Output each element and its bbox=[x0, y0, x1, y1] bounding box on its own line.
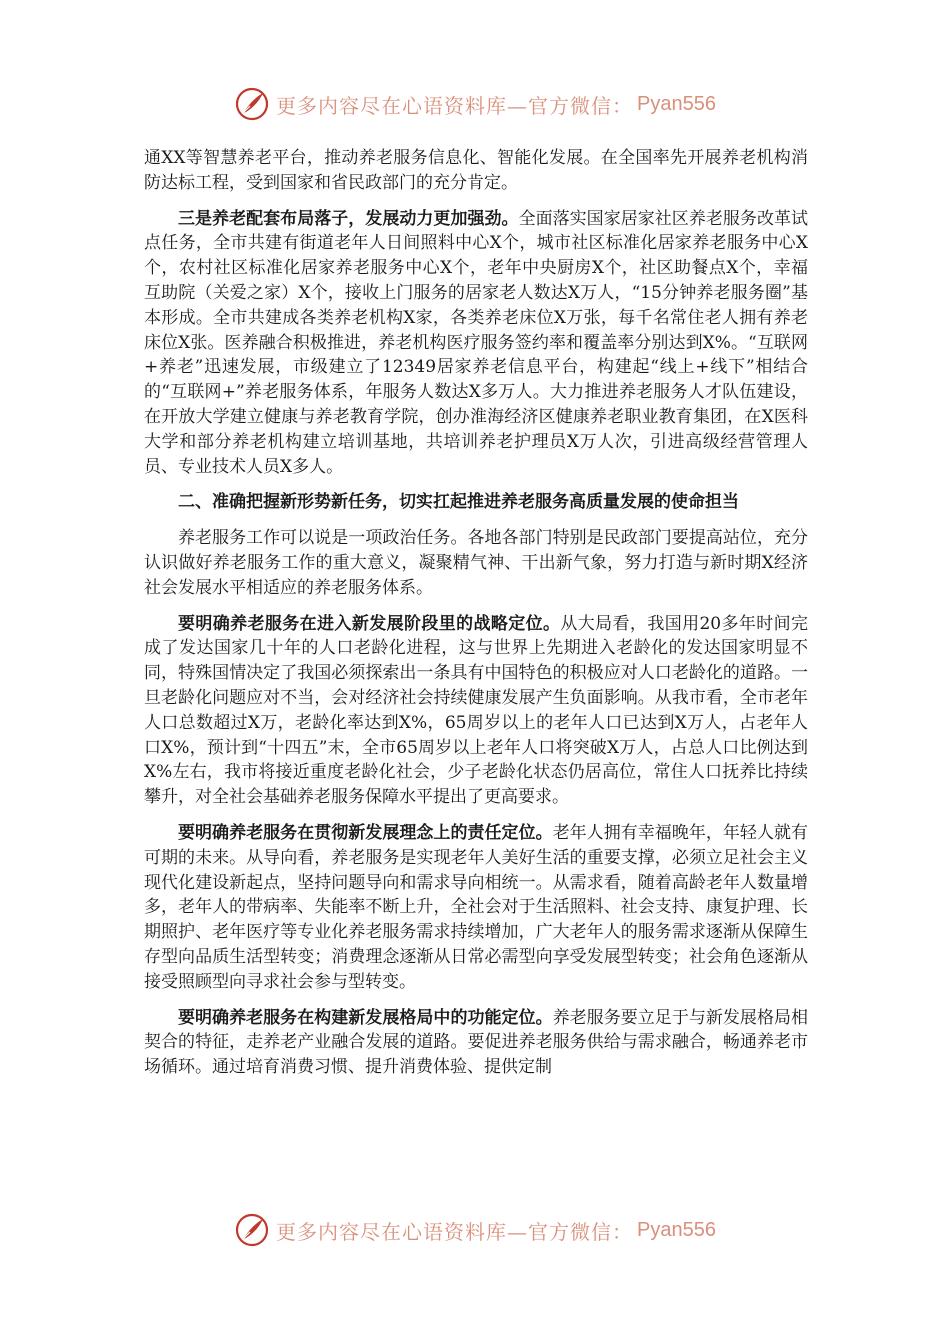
paragraph-lead: 三是养老配套布局落子，发展动力更加强劲。 bbox=[178, 208, 519, 229]
paragraph-responsibility-position bbox=[144, 821, 808, 995]
paragraph-lead: 要明确养老服务在构建新发展格局中的功能定位。 bbox=[178, 1007, 553, 1028]
paragraph-lead: 要明确养老服务在进入新发展阶段里的战略定位。 bbox=[178, 613, 561, 634]
paragraph-continuation bbox=[144, 146, 808, 196]
paragraph-text: 全面落实国家居家社区养老服务改革试点任务，全市共建有街道老年人日间照料中心X个，城市社区标准化居家养老服务中心X个，农村社区标准化居家养老服务中心X个，老年中央厨房X个，社区助餐点X个，幸福互助院（关爱之家）X个，接收上门服务的居家老人数达X万人，“15分钟养老服务圈”基本形成。全市共建成各类养老机构X家，各类养老床位X万张，每千名常住老人拥有养老床位X张。医养融合积极推进，养老机构医疗服务签约率和覆盖率分别达到X%。“互联网+养老”迅速发展，市级建立了12349居家养老信息平台，构建起“线上+线下”相结合的“互联网+”养老服务体系，年服务人数达X多万人。大力推进养老服务人才队伍建设，在开放大学建立健康与养老教育学院，创办淮海经济区健康养老职业教育集团，在X医科大学和部分养老机构建立培训基地，共培训养老护理员X万人次，引进高级经营管理人员、专业技术人员X多人。 bbox=[144, 208, 809, 477]
paragraph-text: 通XX等智慧养老平台，推动养老服务信息化、智能化发展。在全国率先开展养老机构消防达标工程，受到国家和省民政部门的充分肯定。 bbox=[144, 148, 808, 193]
paragraph-lead: 要明确养老服务在贯彻新发展理念上的责任定位。 bbox=[178, 822, 553, 843]
paragraph-text: 养老服务工作可以说是一项政治任务。各地各部门特别是民政部门要提高站位，充分认识做好养老服务工作的重大意义，凝聚精气神、干出新气象，努力打造与新时期X经济社会发展水平相适应的养老服务体系。 bbox=[144, 528, 808, 598]
section-heading: 二、准确把握新形势新任务，切实扛起推进养老服务高质量发展的使命担当 bbox=[178, 492, 739, 513]
wechat-id: Pyan556 bbox=[637, 1218, 716, 1241]
paragraph-function-position bbox=[144, 1006, 808, 1080]
footer-banner bbox=[0, 1208, 950, 1252]
wechat-id: Pyan556 bbox=[637, 92, 716, 115]
quill-pen-logo-icon bbox=[234, 1212, 270, 1248]
banner-text: 更多内容尽在心语资料库—官方微信： bbox=[276, 1219, 634, 1244]
paragraph-third-point bbox=[144, 207, 808, 480]
banner-text: 更多内容尽在心语资料库—官方微信： bbox=[276, 93, 634, 118]
quill-pen-logo-icon bbox=[234, 86, 270, 122]
paragraph-intro bbox=[144, 526, 808, 600]
document-body bbox=[144, 146, 808, 1091]
paragraph-text: 养老服务要立足于与新发展格局相契合的特征，走养老产业融合发展的道路。要促进养老服务供给与需求融合，畅通养老市场循环。通过培育消费习惯、提升消费体验、提供定制 bbox=[144, 1007, 809, 1078]
paragraph-strategic-position bbox=[144, 612, 808, 810]
paragraph-text: 从大局看，我国用20多年时间完成了发达国家几十年的人口老龄化进程，这与世界上先期进入老龄化的发达国家明显不同，特殊国情决定了我国必须探索出一条具有中国特色的积极应对人口老龄化的道路。一旦老龄化问题应对不当，会对经济社会持续健康发展产生负面影响。从我市看，全市老年人口总数超过X万，老龄化率达到X%，65周岁以上的老年人口已达到X万人，占老年人口X%，预计到“十四五”末，全市65周岁以上老年人口将突破X万人，占总人口比例达到X%左右，我市将接近重度老龄化社会，少子老龄化状态仍居高位，常住人口抚养比持续攀升，对全社会基础养老服务保障水平提出了更高要求。 bbox=[144, 613, 808, 808]
paragraph-text: 老年人拥有幸福晚年，年轻人就有可期的未来。从导向看，养老服务是实现老年人美好生活的重要支撑，必须立足社会主义现代化建设新起点，坚持问题导向和需求导向相统一。从需求看，随着高龄老年人数量增多，老年人的带病率、失能率不断上升，全社会对于生活照料、社会支持、康复护理、长期照护、老年医疗等专业化养老服务需求持续增加，广大老年人的服务需求逐渐从保障生存型向品质生活型转变；消费理念逐渐从日常必需型向享受发展型转变；社会角色逐渐从接受照顾型向寻求社会参与型转变。 bbox=[144, 822, 809, 992]
header-banner bbox=[0, 82, 950, 126]
